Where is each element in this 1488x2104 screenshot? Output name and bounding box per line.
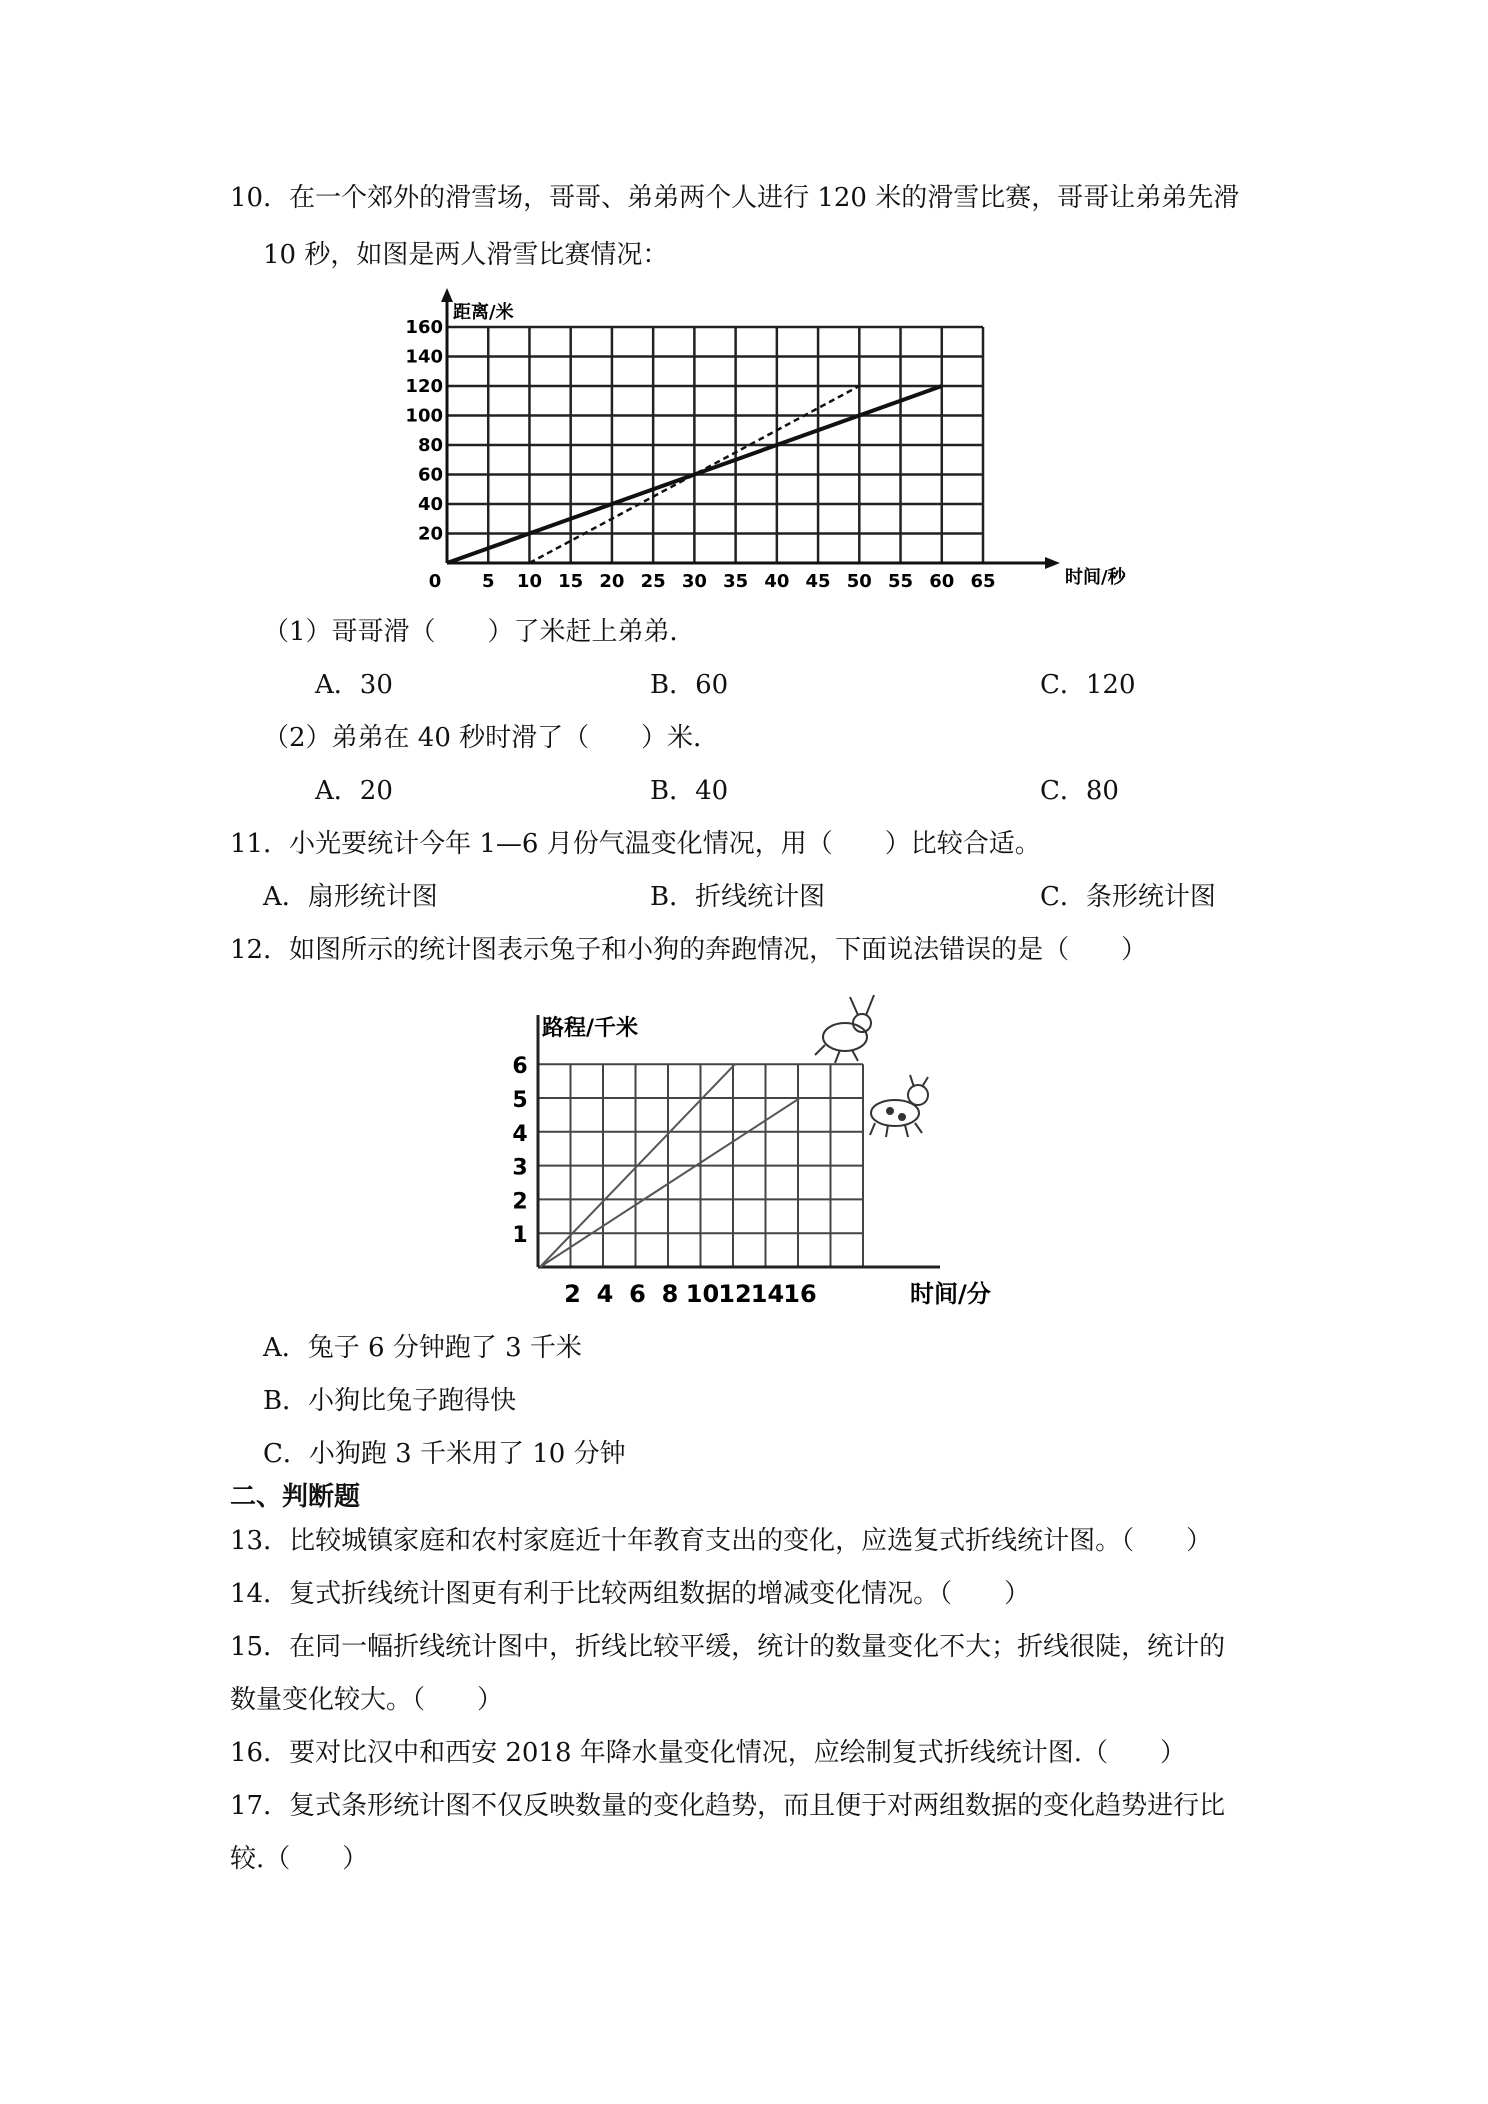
q15-line1: 15．在同一幅折线统计图中，折线比较平缓，统计的数量变化不大；折线很陡，统计的 [230, 1632, 1226, 1662]
x-tick-label: 14 [750, 1280, 785, 1305]
q11-stem: 11．小光要统计今年 1—6 月份气温变化情况，用（ ）比较合适。 [230, 829, 1041, 859]
x-tick-label: 0 [428, 571, 442, 592]
y-tick-label: 140 [405, 346, 443, 368]
y-tick-label: 120 [405, 376, 443, 397]
x-tick-label: 65 [970, 571, 996, 592]
q17-line2: 较.（ ） [230, 1844, 369, 1874]
y-tick-label: 20 [417, 523, 443, 545]
q15-line2: 数量变化较大。（ ） [230, 1685, 504, 1715]
x-tick-label: 4 [596, 1280, 614, 1305]
x-tick-label: 20 [599, 571, 625, 592]
x-tick-label: 10 [685, 1280, 720, 1305]
x-tick-label: 15 [558, 571, 584, 592]
q10-sub1-option-c: C．120 [1040, 670, 1136, 700]
y-tick-label: 2 [512, 1189, 528, 1215]
y-tick-label: 1 [512, 1223, 528, 1249]
dog-icon [870, 1075, 928, 1137]
section-title-judgement: 二、判断题 [230, 1482, 361, 1512]
x-tick-label: 10 [516, 571, 542, 592]
y-tick-label: 80 [417, 435, 443, 456]
q16: 16．要对比汉中和西安 2018 年降水量变化情况，应绘制复式折线统计图.（ ） [230, 1738, 1187, 1768]
x-axis-arrow [1045, 557, 1060, 569]
rabbit-dog-running-chart [490, 995, 1050, 1305]
q14: 14．复式折线统计图更有利于比较两组数据的增减变化情况。（ ） [230, 1579, 1031, 1609]
q12-option-b: B．小狗比兔子跑得快 [263, 1386, 517, 1416]
x-tick-label: 6 [629, 1280, 646, 1305]
x-tick-label: 5 [481, 571, 495, 592]
x-tick-label: 55 [888, 571, 914, 592]
q11-option-c: C．条形统计图 [1040, 882, 1216, 912]
y-tick-label: 160 [405, 317, 443, 338]
q10-sub2-option-a: A．20 [315, 776, 393, 806]
q10-sub2-option-b: B．40 [650, 776, 729, 806]
q12-stem: 12．如图所示的统计图表示兔子和小狗的奔跑情况，下面说法错误的是（ ） [230, 935, 1148, 965]
q10-sub1-option-b: B．60 [650, 670, 729, 700]
x-tick-label: 30 [681, 571, 707, 592]
x-axis-label: 时间/分 [910, 1280, 991, 1305]
y-tick-label: 4 [512, 1121, 528, 1147]
y-tick-label: 3 [512, 1155, 528, 1181]
q13: 13．比较城镇家庭和农村家庭近十年教育支出的变化，应选复式折线统计图。（ ） [230, 1526, 1213, 1556]
x-tick-label: 50 [846, 571, 872, 592]
q12-option-c: C．小狗跑 3 千米用了 10 分钟 [263, 1439, 626, 1469]
q10-stem-line1: 10．在一个郊外的滑雪场，哥哥、弟弟两个人进行 120 米的滑雪比赛，哥哥让弟弟先滑 [230, 183, 1240, 213]
x-tick-label: 16 [783, 1280, 817, 1305]
y-tick-label: 40 [417, 494, 443, 515]
q12-option-a: A．兔子 6 分钟跑了 3 千米 [263, 1333, 582, 1363]
q17-line1: 17．复式条形统计图不仅反映数量的变化趋势，而且便于对两组数据的变化趋势进行比 [230, 1791, 1226, 1821]
y-tick-label: 60 [417, 464, 443, 486]
q10-sub2-option-c: C．80 [1040, 776, 1119, 806]
y-axis-label: 距离/米 [453, 302, 514, 323]
x-tick-label: 60 [929, 571, 955, 592]
y-axis-arrow [441, 288, 453, 302]
x-tick-label: 35 [723, 571, 749, 592]
y-axis-label: 路程/千米 [542, 1016, 639, 1041]
x-tick-label: 8 [661, 1280, 679, 1305]
q11-option-a: A．扇形统计图 [263, 882, 438, 912]
x-tick-label: 25 [640, 571, 666, 592]
y-tick-label: 6 [512, 1054, 528, 1080]
q10-sub1-option-a: A．30 [315, 670, 393, 700]
rabbit-icon [815, 995, 874, 1063]
skiing-distance-time-chart [400, 288, 1160, 593]
x-tick-label: 45 [805, 571, 831, 592]
q11-option-b: B．折线统计图 [650, 882, 826, 912]
q10-stem-line2: 10 秒，如图是两人滑雪比赛情况： [263, 240, 669, 270]
x-tick-label: 2 [564, 1280, 581, 1305]
q10-sub2: （2）弟弟在 40 秒时滑了（ ）米． [263, 723, 720, 753]
x-axis-label: 时间/秒 [1065, 567, 1126, 588]
q10-sub1: （1）哥哥滑（ ）了米赶上弟弟． [263, 617, 696, 647]
series-line-1 [540, 1098, 800, 1267]
x-tick-label: 40 [764, 571, 790, 592]
x-tick-label: 12 [718, 1280, 752, 1305]
y-tick-label: 100 [405, 405, 443, 427]
y-tick-label: 5 [512, 1088, 528, 1113]
